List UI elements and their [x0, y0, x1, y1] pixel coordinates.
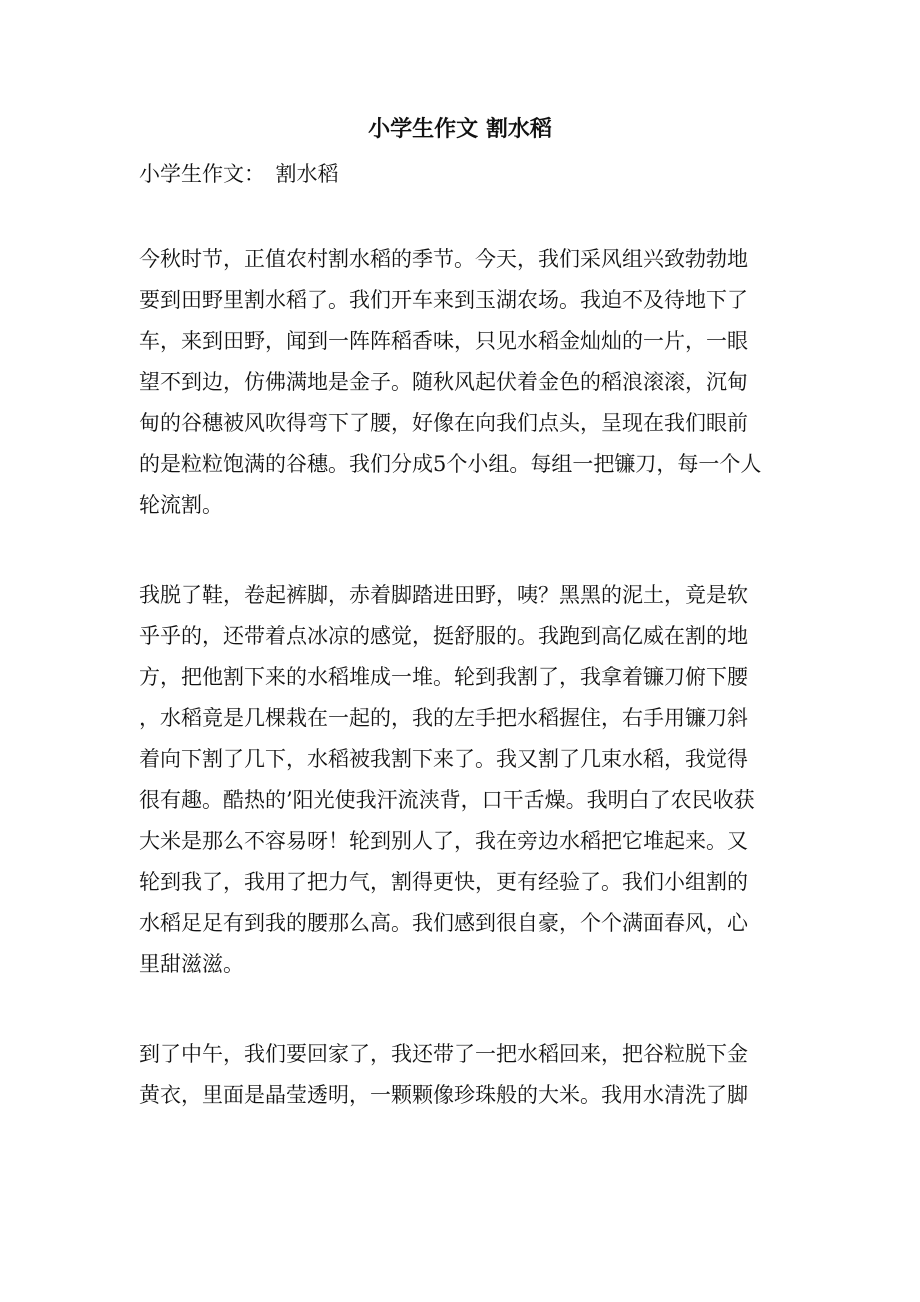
paragraph-2-line: 很有趣。酷热的’阳光使我汗流浃背，口干舌燥。我明白了农民收获	[139, 788, 755, 812]
paragraph-2-line: ，水稻竟是几棵栽在一起的，我的左手把水稻握住，右手用镰刀斜	[139, 706, 748, 730]
paragraph-3-line: 黄衣，里面是晶莹透明，一颗颗像珍珠般的大米。我用水清洗了脚	[139, 1083, 748, 1107]
paragraph-1-line: 轮流割。	[139, 493, 223, 517]
paragraph-2-line: 轮到我了，我用了把力气，割得更快，更有经验了。我们小组割的	[139, 870, 748, 894]
paragraph-1-line: 的是粒粒饱满的谷穗。我们分成5个小组。每组一把镰刀，每一个人	[139, 452, 762, 476]
paragraph-2-line: 我脱了鞋，卷起裤脚，赤着脚踏进田野，咦？黑黑的泥土，竟是软	[139, 583, 748, 607]
paragraph-2-line: 乎乎的，还带着点冰凉的感觉，挺舒服的。我跑到高亿威在割的地	[139, 624, 748, 648]
paragraph-3-line: 到了中午，我们要回家了，我还带了一把水稻回来，把谷粒脱下金	[139, 1042, 748, 1066]
paragraph-1-line: 望不到边，仿佛满地是金子。随秋风起伏着金色的稻浪滚滚，沉甸	[139, 370, 748, 394]
paragraph-2-line: 大米是那么不容易呀！轮到别人了，我在旁边水稻把它堆起来。又	[139, 829, 748, 853]
document-subtitle: 小学生作文： 割水稻	[139, 162, 339, 186]
paragraph-2-line: 着向下割了几下，水稻被我割下来了。我又割了几束水稻，我觉得	[139, 747, 748, 771]
paragraph-2-line: 水稻足足有到我的腰那么高。我们感到很自豪，个个满面春风，心	[139, 911, 748, 935]
paragraph-2-line: 方，把他割下来的水稻堆成一堆。轮到我割了，我拿着镰刀俯下腰	[139, 665, 748, 689]
paragraph-1-line: 甸的谷穗被风吹得弯下了腰，好像在向我们点头，呈现在我们眼前	[139, 411, 748, 435]
paragraph-2-line: 里甜滋滋。	[139, 952, 244, 976]
paragraph-1-line: 今秋时节，正值农村割水稻的季节。今天，我们采风组兴致勃勃地	[139, 247, 748, 271]
document-title: 小学生作文 割水稻	[368, 116, 552, 142]
paragraph-1-line: 车，来到田野，闻到一阵阵稻香味，只见水稻金灿灿的一片，一眼	[139, 329, 748, 353]
paragraph-1-line: 要到田野里割水稻了。我们开车来到玉湖农场。我迫不及待地下了	[139, 288, 748, 312]
